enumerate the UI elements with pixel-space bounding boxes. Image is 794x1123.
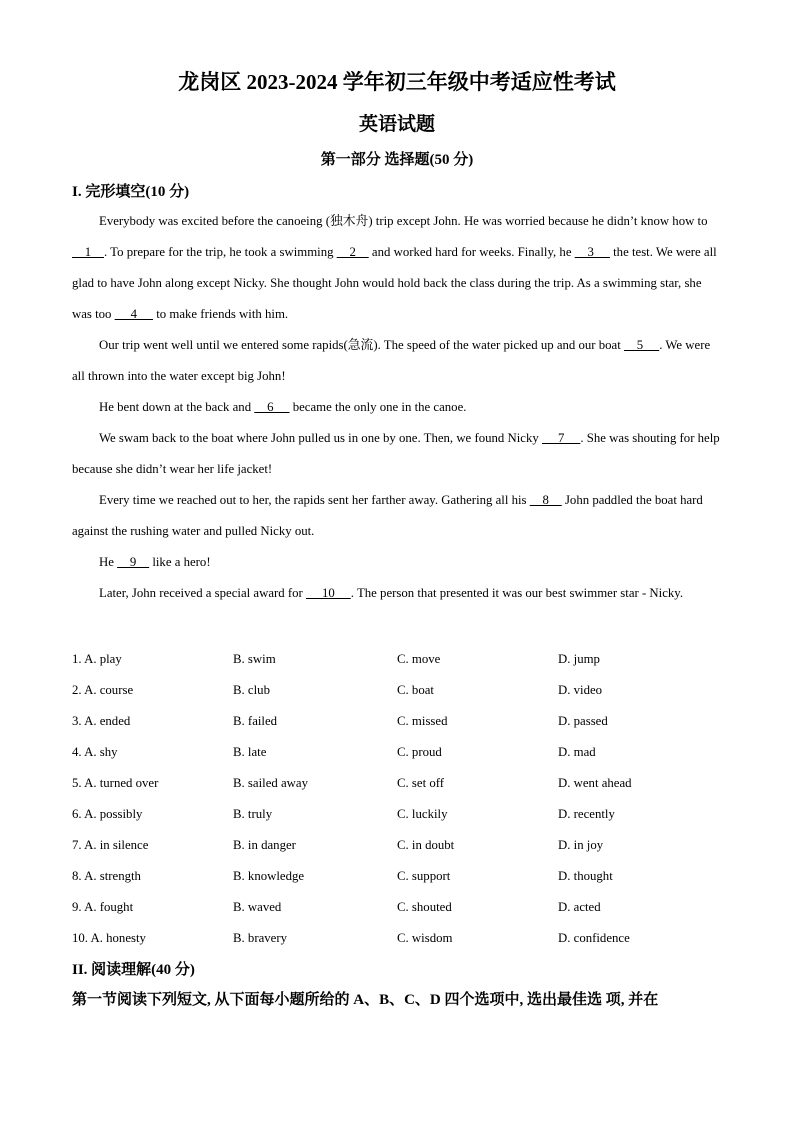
option-choice: B. swim bbox=[233, 652, 276, 666]
passage-text: Every time we reached out to her, the rapids sent her farther away. Gathering all his bbox=[99, 493, 530, 507]
passage-text: became the only one in the canoe. bbox=[289, 400, 467, 414]
option-row bbox=[72, 644, 722, 675]
exam-subtitle: 英语试题 bbox=[358, 114, 435, 135]
passage-text: the test. We were all glad to have John along except Nicky. She thought John would hold back the class during the trip. As a swimming star, she was too bbox=[72, 245, 717, 321]
answer-blank: 4 bbox=[114, 307, 154, 321]
option-row bbox=[72, 706, 722, 737]
option-choice: B. truly bbox=[233, 807, 273, 821]
option-choice: 6. A. possibly bbox=[72, 807, 143, 821]
option-choice: B. late bbox=[233, 745, 267, 759]
option-choice: C. in doubt bbox=[397, 838, 455, 852]
exam-title: 龙岗区 2023-2024 学年初三年级中考适应性考试 bbox=[178, 70, 616, 94]
option-choice: C. support bbox=[397, 869, 451, 883]
answer-blank: 8 bbox=[529, 493, 562, 507]
option-choice: 4. A. shy bbox=[72, 745, 118, 759]
answer-blank: 2 bbox=[336, 245, 369, 259]
answer-blank: 1 bbox=[72, 245, 104, 259]
passage-text: He bbox=[99, 555, 118, 569]
passage-text: . The person that presented it was our best swimmer star - Nicky. bbox=[350, 586, 684, 600]
answer-blank: 3 bbox=[574, 245, 610, 259]
option-row bbox=[72, 675, 722, 706]
option-choice: C. proud bbox=[397, 745, 442, 759]
option-choice: B. sailed away bbox=[233, 776, 308, 790]
option-choice: C. missed bbox=[397, 714, 448, 728]
option-choice: C. wisdom bbox=[397, 931, 453, 945]
option-choice: D. acted bbox=[558, 900, 601, 914]
passage-paragraph bbox=[72, 423, 722, 485]
passage-paragraph bbox=[72, 392, 722, 423]
option-choice: C. boat bbox=[397, 683, 434, 697]
reading-instruction: 第一节阅读下列短文, 从下面每小题所给的 A、B、C、D 四个选项中, 选出最佳选 项, 并在 bbox=[72, 992, 659, 1008]
option-choice: D. went ahead bbox=[558, 776, 632, 790]
answer-blank: 6 bbox=[254, 400, 290, 414]
passage-text: . We were all thrown into the water except big John! bbox=[72, 338, 711, 383]
option-choice: C. set off bbox=[397, 776, 445, 790]
passage-paragraph bbox=[72, 547, 722, 578]
passage-text: . She was shouting for help because she didn’t wear her life jacket! bbox=[72, 431, 720, 476]
option-choice: 9. A. fought bbox=[72, 900, 134, 914]
option-choice: D. jump bbox=[558, 652, 600, 666]
option-choice: D. passed bbox=[558, 714, 608, 728]
option-row bbox=[72, 737, 722, 768]
option-choice: 5. A. turned over bbox=[72, 776, 159, 790]
cloze-options bbox=[72, 644, 722, 954]
option-row bbox=[72, 861, 722, 892]
passage-paragraph bbox=[72, 330, 722, 392]
option-choice: 2. A. course bbox=[72, 683, 134, 697]
option-choice: 8. A. strength bbox=[72, 869, 141, 883]
cloze-section-heading: I. 完形填空(10 分) bbox=[72, 184, 190, 200]
option-choice: B. knowledge bbox=[233, 869, 305, 883]
passage-text: Everybody was excited before the canoeing (独木舟) trip except John. He was worried because he didn’t know how to bbox=[99, 214, 708, 228]
passage-text: Later, John received a special award for bbox=[99, 586, 306, 600]
cloze-passage bbox=[72, 206, 722, 609]
option-row bbox=[72, 768, 722, 799]
option-choice: D. mad bbox=[558, 745, 596, 759]
option-choice: C. luckily bbox=[397, 807, 448, 821]
option-choice: 3. A. ended bbox=[72, 714, 131, 728]
passage-text: and worked hard for weeks. Finally, he bbox=[368, 245, 575, 259]
option-choice: 1. A. play bbox=[72, 652, 122, 666]
passage-text: Our trip went well until we entered some rapids(急流). The speed of the water picked up and our boat bbox=[99, 338, 624, 352]
passage-paragraph bbox=[72, 578, 722, 609]
option-row bbox=[72, 799, 722, 830]
passage-text: He bent down at the back and bbox=[99, 400, 255, 414]
option-row bbox=[72, 892, 722, 923]
passage-text: John paddled the boat hard against the rushing water and pulled Nicky out. bbox=[72, 493, 703, 538]
option-choice: C. shouted bbox=[397, 900, 452, 914]
answer-blank: 10 bbox=[305, 586, 351, 600]
option-choice: D. recently bbox=[558, 807, 615, 821]
option-choice: 7. A. in silence bbox=[72, 838, 149, 852]
option-row bbox=[72, 923, 722, 954]
passage-paragraph bbox=[72, 485, 722, 547]
option-choice: B. waved bbox=[233, 900, 282, 914]
passage-text: to make friends with him. bbox=[153, 307, 289, 321]
option-choice: D. thought bbox=[558, 869, 613, 883]
passage-text: like a hero! bbox=[149, 555, 211, 569]
part-one-heading: 第一部分 选择题(50 分) bbox=[320, 152, 474, 168]
option-choice: B. failed bbox=[233, 714, 278, 728]
answer-blank: 7 bbox=[541, 431, 581, 445]
option-choice: B. in danger bbox=[233, 838, 296, 852]
option-choice: 10. A. honesty bbox=[72, 931, 146, 945]
answer-blank: 9 bbox=[117, 555, 150, 569]
option-choice: B. bravery bbox=[233, 931, 288, 945]
option-choice: D. in joy bbox=[558, 838, 604, 852]
passage-paragraph bbox=[72, 206, 722, 330]
passage-text: . To prepare for the trip, he took a swimming bbox=[104, 245, 337, 259]
option-choice: D. video bbox=[558, 683, 603, 697]
option-choice: C. move bbox=[397, 652, 441, 666]
passage-text: We swam back to the boat where John pulled us in one by one. Then, we found Nicky bbox=[99, 431, 542, 445]
option-choice: B. club bbox=[233, 683, 270, 697]
reading-section-heading: II. 阅读理解(40 分) bbox=[72, 962, 195, 978]
option-choice: D. confidence bbox=[558, 931, 630, 945]
answer-blank: 5 bbox=[624, 338, 660, 352]
option-row bbox=[72, 830, 722, 861]
